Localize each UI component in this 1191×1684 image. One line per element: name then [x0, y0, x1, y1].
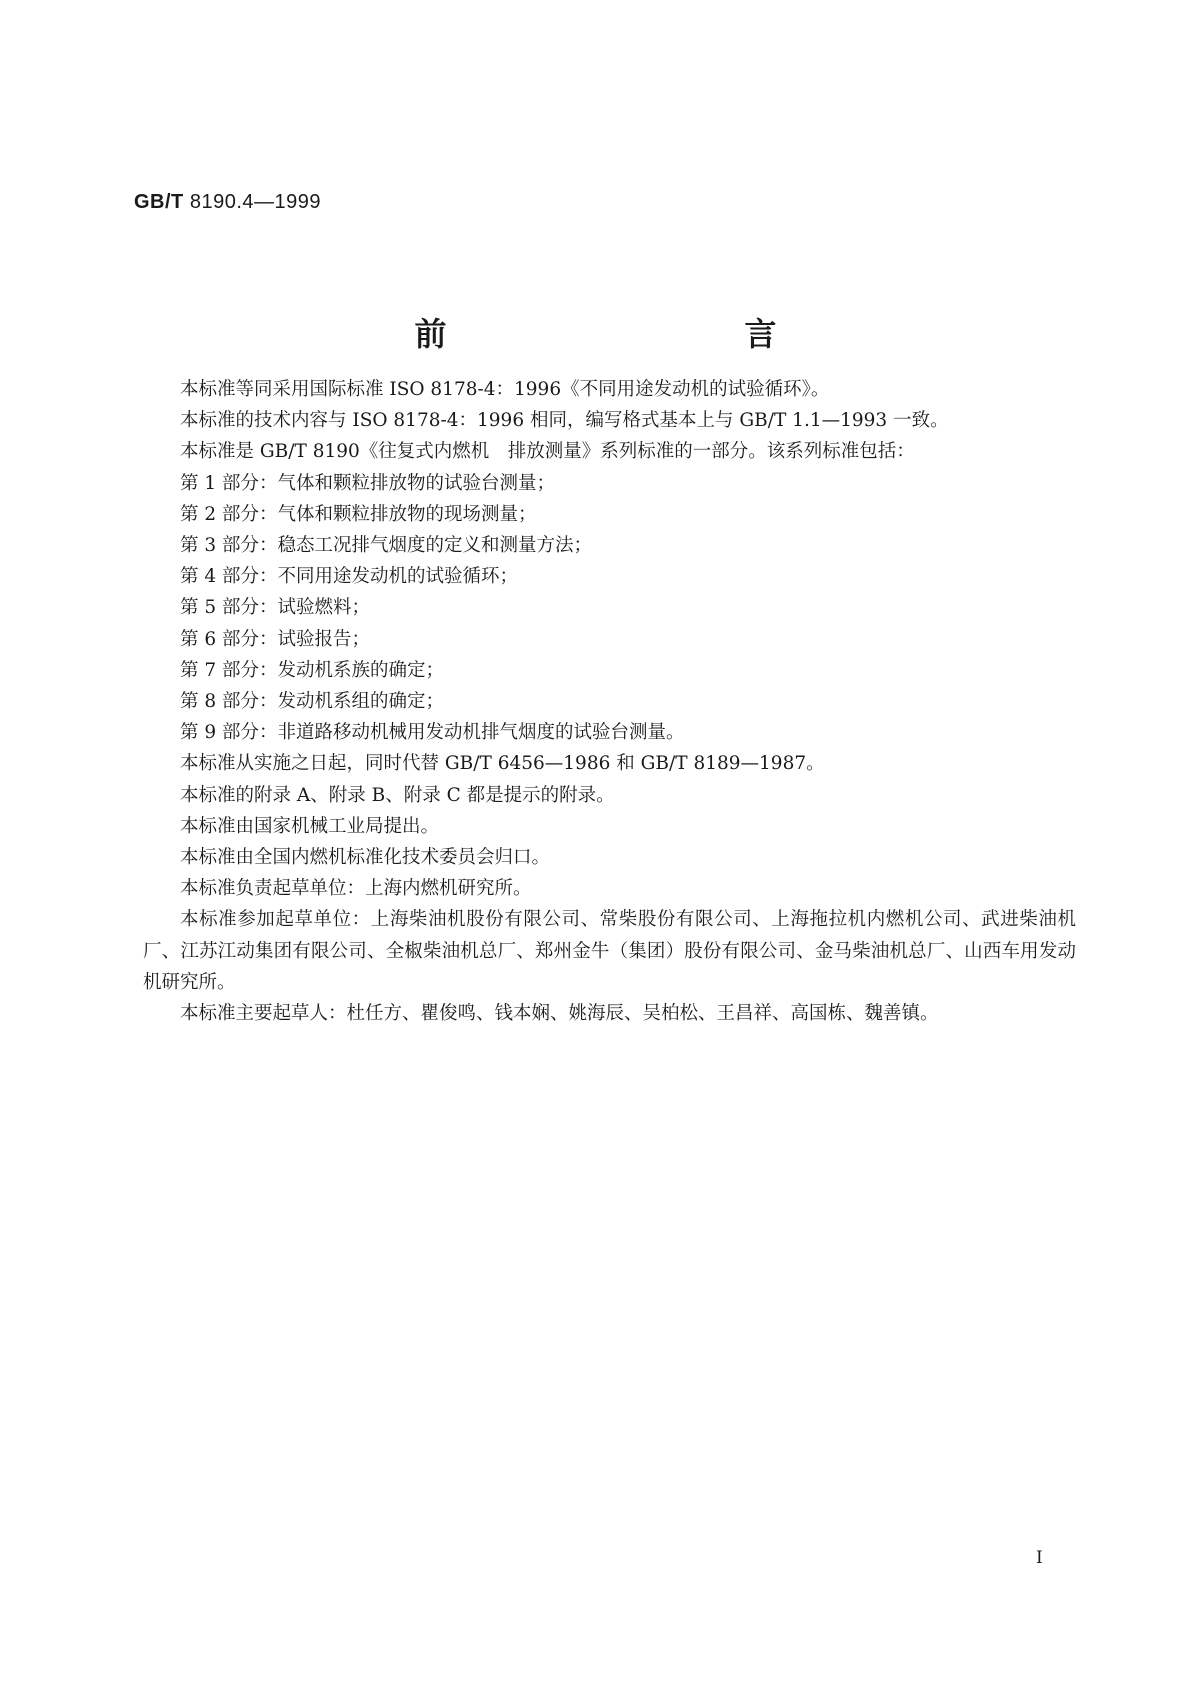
paragraph: 本标准的技术内容与 ISO 8178-4：1996 相同，编写格式基本上与 GB/T 1.1—1993 一致。 — [180, 410, 949, 432]
page-number: I — [1036, 1548, 1043, 1568]
standard-number: 8190.4—1999 — [189, 191, 322, 213]
paragraph: 本标准参加起草单位：上海柴油机股份有限公司、常柴股份有限公司、上海拖拉机内燃机公司、武进柴油机厂、江苏江动集团有限公司、全椒柴油机总厂、郑州金牛（集团）股份有限公司、金马柴油机总厂、山西车用发动机研究所。 — [143, 909, 1076, 993]
standard-code — [134, 191, 321, 214]
part-list-item: 第 1 部分：气体和颗粒排放物的试验台测量； — [180, 472, 556, 494]
paragraph: 本标准由国家机械工业局提出。 — [180, 815, 440, 837]
part-list-item: 第 5 部分：试验燃料； — [180, 597, 371, 619]
part-list-item: 第 6 部分：试验报告； — [180, 628, 371, 650]
page-title: 前 言 — [414, 315, 855, 353]
paragraph: 本标准从实施之日起，同时代替 GB/T 6456—1986 和 GB/T 8189—1987。 — [180, 753, 825, 775]
part-list-item: 第 3 部分：稳态工况排气烟度的定义和测量方法； — [180, 535, 593, 557]
paragraph: 本标准由全国内燃机标准化技术委员会归口。 — [180, 847, 551, 869]
paragraph: 本标准主要起草人：杜任方、瞿俊鸣、钱本娴、姚海辰、吴柏松、王昌祥、高国栋、魏善镇。 — [180, 1003, 939, 1025]
part-list-item: 第 8 部分：发动机系组的确定； — [180, 691, 445, 713]
standard-prefix: GB/T — [134, 191, 184, 213]
paragraph: 本标准的附录 A、附录 B、附录 C 都是提示的附录。 — [180, 784, 615, 806]
part-list-item: 第 4 部分：不同用途发动机的试验循环； — [180, 566, 519, 588]
foreword-body — [143, 374, 1076, 1029]
paragraph: 本标准等同采用国际标准 ISO 8178-4：1996《不同用途发动机的试验循环》。 — [180, 379, 830, 400]
paragraph: 本标准是 GB/T 8190《往复式内燃机 排放测量》系列标准的一部分。该系列标准包括： — [180, 441, 915, 463]
part-list-item: 第 9 部分：非道路移动机械用发动机排气烟度的试验台测量。 — [180, 722, 685, 744]
part-list-item: 第 2 部分：气体和颗粒排放物的现场测量； — [180, 503, 537, 525]
part-list-item: 第 7 部分：发动机系族的确定； — [180, 659, 445, 681]
paragraph: 本标准负责起草单位：上海内燃机研究所。 — [180, 878, 532, 900]
